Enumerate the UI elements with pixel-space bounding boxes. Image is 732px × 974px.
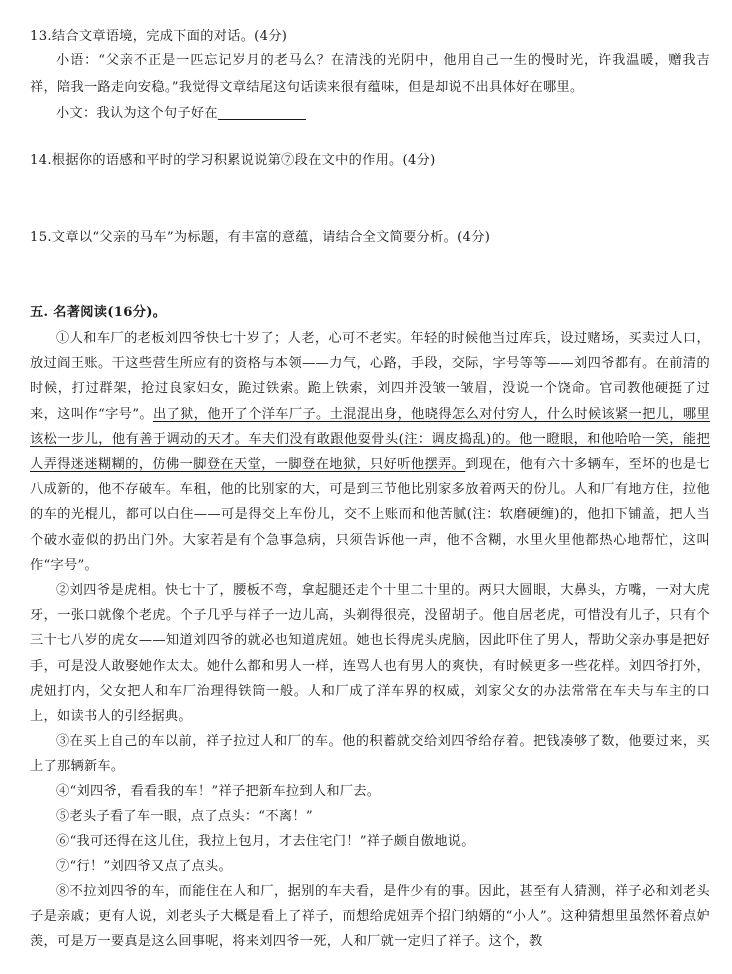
passage-paragraph-2: ②刘四爷是虎相。快七十了，腰板不弯，拿起腿还走个十里二十里的。两只大圆眼，大鼻头，方嘴，一对大虎牙，一张口就像个老虎。个子几乎与祥子一边儿高，头剃得很亮，没留胡子。他自居老虎，可惜没有儿子，只有个三十七八岁的虎女——知道刘四爷的就必也知道虎妞。她也长得虎头虎脑，因此吓住了男人，帮助父亲办事是把好手，可是没人敢娶她作太太。她什么都和男人一样，连骂人也有男人的爽快，有时候更多一些花样。刘四爷打外，虎妞打内，父女把人和车厂治理得铁筒一般。人和厂成了洋车界的权威，刘家父女的办法常常在车夫与车主的口上，如读书人的引经据典。	[30, 583, 710, 725]
answer-blank[interactable]	[218, 104, 306, 120]
passage-paragraph-4: ④“刘四爷，看看我的车！”祥子把新车拉到人和厂去。	[56, 784, 381, 799]
question-15: 15.文章以“父亲的马车”为标题，有丰富的意蕴，请结合全文简要分析。(4分)	[30, 230, 491, 245]
paragraph-1-part-a: ①人和车厂的老板刘四爷快七十岁了；人老，心可不老实。年轻的时候他当过库兵，设过赌场，买卖过人口，放过阎王账。干这些营生所应有的资格与本领——力气，心路，手段，交际，字号等等——刘四爷都有。在前清的时候，打过群架，抢过良家妇女，跪过铁索。跪上铁索，刘四并没皱一皱眉，没说一个饶命。官司教他硬挺了过来，这叫作“字号”。	[30, 331, 710, 422]
question-14: 14.根据你的语感和平时的学习积累说说第⑦段在文中的作用。(4分)	[30, 153, 436, 168]
passage-paragraph-5: ⑤老头子看了车一眼，点了点头：“不离！”	[56, 809, 313, 824]
paragraph-1-underlined-passage: 出了狱，他开了个洋车厂子。土混混出身，他晓得怎么对付穷人，什么时候该紧一把儿，哪里该松一步儿，他有善于调动的天才。车夫们没有敢跟他耍骨头(注：调皮捣乱)的。他一瞪眼，和他哈哈一笑，能把人弄得迷迷糊糊的，仿佛一脚登在天堂，一脚登在地狱，只好听他摆弄。	[30, 406, 711, 473]
passage-paragraph-8: ⑧不拉刘四爷的车，而能住在人和厂，据别的车夫看，是件少有的事。因此，甚至有人猜测，祥子必和刘老头子是亲戚；更有人说，刘老头子大概是看上了祥子，而想给虎妞弄个招门纳婿的“小人”。这种猜想里虽然怀着点妒羡，可是万一要真是这么回事呢，将来刘四爷一死，人和厂就一定归了祥子。这个，教	[30, 884, 710, 950]
passage-paragraph-6: ⑥“我可还得在这儿住，我拉上包月，才去住宅门！”祥子颇自傲地说。	[56, 834, 475, 849]
passage-paragraph-7: ⑦“行！”刘四爷又点了点头。	[56, 859, 232, 874]
question-13-xiaowen-text: 小文：我认为这个句子好在	[56, 106, 218, 121]
paragraph-1-part-b: 到现在，他有六十多辆车，至坏的也是七八成新的，他不存破车。车租，他的比别家的大，可是到三节他比别家多放着两天的份儿。人和厂有地方住，拉他的车的光棍儿，都可以白住——可是得交上车份儿，交不上账而和他苦腻(注：软磨硬缠)的，他扣下铺盖，把人当个破水壶似的扔出门外。大家若是有个急事急病，只须告诉他一声，他不含糊，水里火里他都热心地帮忙，这叫作“字号”。	[30, 457, 710, 573]
section-5-title: 五. 名著阅读(16分)。	[30, 305, 167, 320]
question-13-xiaowen-line	[30, 104, 710, 122]
passage-paragraph-3: ③在买上自己的车以前，祥子拉过人和厂的车。他的积蓄就交给刘四爷给存着。把钱凑够了数，他要过来，买上了那辆新车。	[30, 734, 710, 775]
question-13-xiaoyu-dialogue: 小语：“父亲不正是一匹忘记岁月的老马么？在清浅的光阴中，他用自己一生的慢时光，许我温暖，赠我吉祥，陪我一路走向安稳。”我觉得文章结尾这句话读来很有蕴味，但是却说不出具体好在哪里。	[30, 53, 710, 95]
question-13-stem: 13.结合文章语境，完成下面的对话。(4分)	[30, 29, 288, 44]
passage-paragraph-1	[30, 326, 710, 578]
